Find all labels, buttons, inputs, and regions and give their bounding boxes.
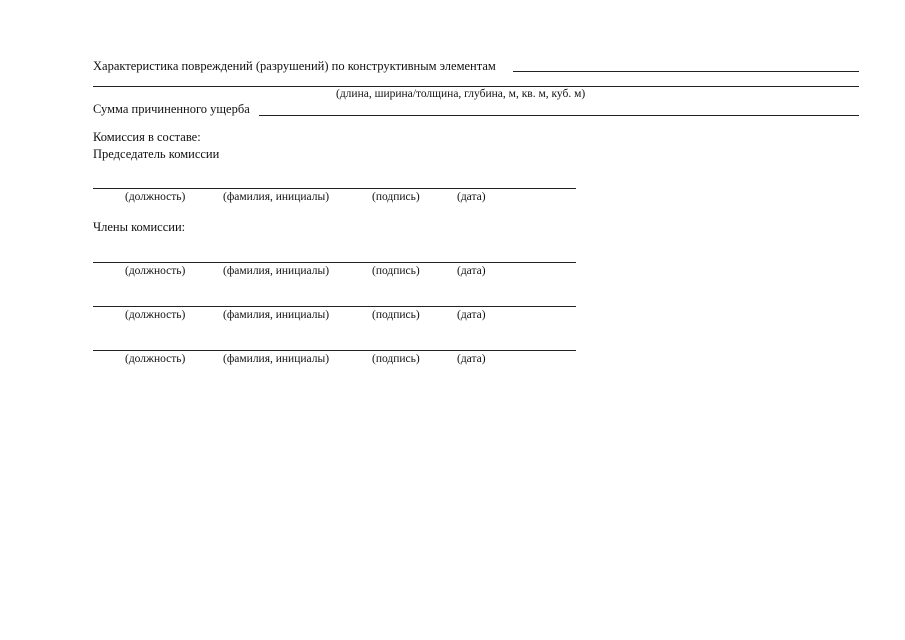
member-1-name-caption: (фамилия, инициалы) (223, 265, 330, 277)
member-2-date-caption: (дата) (457, 309, 486, 321)
chairman-signature-line[interactable] (93, 188, 576, 189)
member-1-position-caption: (должность) (125, 265, 186, 277)
member-1-signature-line[interactable] (93, 262, 576, 263)
member-3-position-caption: (должность) (125, 353, 186, 365)
chairman-date-caption: (дата) (457, 191, 486, 203)
member-1-date-caption: (дата) (457, 265, 486, 277)
member-2-name-caption: (фамилия, инициалы) (223, 309, 330, 321)
chairman-name-caption: (фамилия, инициалы) (223, 191, 330, 203)
member-3-signature-line[interactable] (93, 350, 576, 351)
damage-label: Характеристика повреждений (разрушений) по конструктивным элементам (93, 59, 496, 73)
member-2-position-caption: (должность) (125, 309, 186, 321)
chairman-label: Председатель комиссии (93, 147, 220, 161)
member-3-name-caption: (фамилия, инициалы) (223, 353, 330, 365)
member-2-signature-line[interactable] (93, 306, 576, 307)
sum-fill-line[interactable] (259, 115, 859, 116)
members-label: Члены комиссии: (93, 220, 186, 234)
member-3-date-caption: (дата) (457, 353, 486, 365)
damage-hint: (длина, ширина/толщина, глубина, м, кв. м, куб. м) (336, 88, 586, 100)
chairman-signature-caption: (подпись) (372, 191, 420, 203)
member-2-signature-caption: (подпись) (372, 309, 420, 321)
member-3-signature-caption: (подпись) (372, 353, 420, 365)
damage-fill-line-2[interactable] (93, 86, 859, 87)
member-1-signature-caption: (подпись) (372, 265, 420, 277)
damage-fill-line-1[interactable] (513, 71, 859, 72)
commission-label: Комиссия в составе: (93, 130, 201, 144)
chairman-position-caption: (должность) (125, 191, 186, 203)
sum-label: Сумма причиненного ущерба (93, 102, 250, 116)
